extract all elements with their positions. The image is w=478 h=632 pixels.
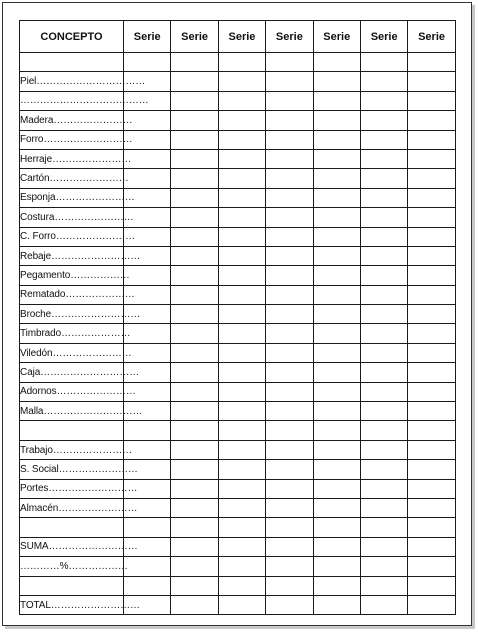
serie-cell[interactable] (266, 53, 313, 72)
serie-cell[interactable] (408, 460, 455, 479)
concept-header: CONCEPTO (20, 21, 124, 53)
table-row (20, 440, 456, 459)
serie-cell[interactable] (266, 169, 313, 188)
serie-cell[interactable] (266, 208, 313, 227)
serie-cell[interactable] (171, 91, 218, 110)
table-row (20, 421, 456, 440)
table-row (20, 402, 456, 421)
serie-cell[interactable] (408, 518, 455, 537)
concept-cell: Herraje…………………… (20, 149, 124, 168)
table-row (20, 285, 456, 304)
table-row (20, 324, 456, 343)
table-row (20, 169, 456, 188)
serie-cell[interactable] (360, 479, 407, 498)
serie-cell[interactable] (360, 227, 407, 246)
concept-cell: Adornos…………………… (20, 382, 124, 401)
concept-cell: Esponja…………………… (20, 188, 124, 207)
serie-cell[interactable] (408, 285, 455, 304)
cost-sheet (2, 2, 472, 626)
table-row (20, 111, 456, 130)
serie-cell[interactable] (313, 111, 360, 130)
serie-cell[interactable] (171, 557, 218, 576)
serie-header: Serie (313, 21, 360, 53)
serie-cell[interactable] (313, 537, 360, 556)
serie-cell[interactable] (360, 343, 407, 362)
serie-cell[interactable] (171, 130, 218, 149)
serie-cell[interactable] (360, 537, 407, 556)
serie-cell[interactable] (218, 402, 265, 421)
serie-cell[interactable] (171, 305, 218, 324)
serie-cell[interactable] (266, 130, 313, 149)
serie-cell[interactable] (360, 460, 407, 479)
serie-cell[interactable] (218, 188, 265, 207)
serie-cell[interactable] (313, 149, 360, 168)
serie-cell[interactable] (408, 91, 455, 110)
concept-cell: Broche……………………… (20, 305, 124, 324)
serie-cell[interactable] (171, 111, 218, 130)
serie-header: Serie (218, 21, 265, 53)
serie-cell[interactable] (313, 208, 360, 227)
serie-cell[interactable] (218, 130, 265, 149)
serie-cell[interactable] (218, 518, 265, 537)
serie-cell[interactable] (313, 595, 360, 614)
serie-cell[interactable] (408, 421, 455, 440)
serie-cell[interactable] (266, 91, 313, 110)
serie-cell[interactable] (408, 363, 455, 382)
serie-cell[interactable] (360, 246, 407, 265)
serie-cell[interactable] (360, 305, 407, 324)
serie-cell[interactable] (171, 595, 218, 614)
serie-cell[interactable] (313, 266, 360, 285)
serie-cell[interactable] (171, 246, 218, 265)
concept-cell: Pegamento……………… (20, 266, 124, 285)
serie-cell[interactable] (313, 91, 360, 110)
table-row (20, 537, 456, 556)
serie-cell[interactable] (360, 324, 407, 343)
concept-cell: TOTAL……………………… (20, 595, 124, 614)
serie-cell[interactable] (171, 285, 218, 304)
serie-cell[interactable] (266, 557, 313, 576)
serie-cell[interactable] (313, 72, 360, 91)
serie-cell[interactable] (218, 72, 265, 91)
serie-cell[interactable] (408, 576, 455, 595)
concept-cell: Rematado………………… (20, 285, 124, 304)
serie-header: Serie (408, 21, 455, 53)
concept-cell: ………………………………… (20, 91, 124, 110)
serie-cell[interactable] (266, 305, 313, 324)
serie-cell[interactable] (360, 421, 407, 440)
serie-cell[interactable] (408, 557, 455, 576)
serie-cell[interactable] (218, 324, 265, 343)
serie-cell[interactable] (171, 324, 218, 343)
concept-cell: Costura…………………… (20, 208, 124, 227)
serie-cell[interactable] (218, 343, 265, 362)
table-row (20, 246, 456, 265)
concept-cell (20, 518, 124, 537)
table-row (20, 343, 456, 362)
serie-cell[interactable] (218, 479, 265, 498)
serie-cell[interactable] (266, 440, 313, 459)
concept-cell (20, 576, 124, 595)
serie-cell[interactable] (171, 518, 218, 537)
serie-cell[interactable] (313, 227, 360, 246)
serie-cell[interactable] (313, 130, 360, 149)
serie-cell[interactable] (171, 537, 218, 556)
serie-cell[interactable] (360, 149, 407, 168)
serie-cell[interactable] (360, 557, 407, 576)
table-row (20, 576, 456, 595)
serie-cell[interactable] (266, 111, 313, 130)
serie-cell[interactable] (408, 402, 455, 421)
serie-cell[interactable] (266, 595, 313, 614)
table-row (20, 557, 456, 576)
serie-cell[interactable] (266, 479, 313, 498)
serie-cell[interactable] (360, 53, 407, 72)
serie-cell[interactable] (408, 479, 455, 498)
serie-cell[interactable] (408, 169, 455, 188)
serie-cell[interactable] (360, 595, 407, 614)
serie-cell[interactable] (360, 285, 407, 304)
concept-cell: Madera…………………… (20, 111, 124, 130)
concept-cell: …………%……………… (20, 557, 124, 576)
serie-cell[interactable] (408, 343, 455, 362)
serie-cell[interactable] (313, 479, 360, 498)
serie-cell[interactable] (171, 227, 218, 246)
serie-cell[interactable] (171, 266, 218, 285)
concept-cell: S. Social…………………… (20, 460, 124, 479)
serie-cell[interactable] (218, 557, 265, 576)
serie-cell[interactable] (124, 169, 171, 188)
serie-cell[interactable] (360, 498, 407, 517)
serie-cell[interactable] (218, 246, 265, 265)
serie-cell[interactable] (360, 402, 407, 421)
concept-cell: Caja………………………… (20, 363, 124, 382)
serie-cell[interactable] (266, 498, 313, 517)
header-row (20, 21, 456, 53)
table-row (20, 227, 456, 246)
table-row (20, 460, 456, 479)
serie-cell[interactable] (313, 53, 360, 72)
serie-cell[interactable] (266, 460, 313, 479)
serie-cell[interactable] (171, 208, 218, 227)
serie-cell[interactable] (266, 576, 313, 595)
serie-cell[interactable] (171, 479, 218, 498)
serie-cell[interactable] (171, 440, 218, 459)
concept-cell: Cartón…………………… (20, 169, 124, 188)
serie-cell[interactable] (360, 208, 407, 227)
serie-cell[interactable] (171, 72, 218, 91)
serie-cell[interactable] (313, 498, 360, 517)
serie-cell[interactable] (408, 440, 455, 459)
serie-cell[interactable] (218, 208, 265, 227)
serie-cell[interactable] (313, 285, 360, 304)
serie-cell[interactable] (266, 227, 313, 246)
serie-cell[interactable] (408, 305, 455, 324)
serie-cell[interactable] (218, 91, 265, 110)
serie-cell[interactable] (313, 169, 360, 188)
table-row (20, 53, 456, 72)
serie-cell[interactable] (266, 537, 313, 556)
serie-cell[interactable] (360, 382, 407, 401)
serie-cell[interactable] (218, 460, 265, 479)
table-row (20, 130, 456, 149)
serie-cell[interactable] (360, 518, 407, 537)
concept-cell: Portes……………………… (20, 479, 124, 498)
serie-cell[interactable] (408, 498, 455, 517)
serie-cell[interactable] (313, 402, 360, 421)
serie-cell[interactable] (313, 305, 360, 324)
serie-cell[interactable] (360, 188, 407, 207)
table-row (20, 498, 456, 517)
serie-cell[interactable] (218, 266, 265, 285)
serie-cell[interactable] (266, 518, 313, 537)
serie-cell[interactable] (218, 53, 265, 72)
serie-cell[interactable] (360, 363, 407, 382)
serie-cell[interactable] (360, 111, 407, 130)
serie-cell[interactable] (171, 498, 218, 517)
serie-cell[interactable] (313, 460, 360, 479)
concept-cell: Piel…………………………… (20, 72, 124, 91)
serie-cell[interactable] (218, 382, 265, 401)
serie-cell[interactable] (218, 305, 265, 324)
serie-cell[interactable] (266, 324, 313, 343)
serie-cell[interactable] (266, 266, 313, 285)
concept-cell (20, 421, 124, 440)
serie-cell[interactable] (360, 91, 407, 110)
concept-cell: SUMA……………………… (20, 537, 124, 556)
serie-cell[interactable] (313, 557, 360, 576)
serie-cell[interactable] (124, 324, 171, 343)
serie-cell[interactable] (360, 169, 407, 188)
serie-cell[interactable] (266, 72, 313, 91)
serie-cell[interactable] (124, 421, 171, 440)
serie-cell[interactable] (408, 53, 455, 72)
serie-cell[interactable] (171, 53, 218, 72)
serie-cell[interactable] (218, 576, 265, 595)
serie-cell[interactable] (313, 188, 360, 207)
serie-cell[interactable] (171, 169, 218, 188)
serie-cell[interactable] (266, 421, 313, 440)
serie-cell[interactable] (313, 246, 360, 265)
table-row (20, 208, 456, 227)
serie-cell[interactable] (171, 421, 218, 440)
table-row (20, 188, 456, 207)
serie-cell[interactable] (360, 440, 407, 459)
serie-cell[interactable] (266, 402, 313, 421)
serie-cell[interactable] (218, 363, 265, 382)
serie-cell[interactable] (266, 382, 313, 401)
serie-cell[interactable] (408, 130, 455, 149)
serie-cell[interactable] (408, 537, 455, 556)
concept-cell: Timbrado………………… (20, 324, 124, 343)
serie-cell[interactable] (171, 188, 218, 207)
serie-cell[interactable] (266, 363, 313, 382)
serie-cell[interactable] (218, 421, 265, 440)
serie-cell[interactable] (408, 227, 455, 246)
table-row (20, 305, 456, 324)
serie-cell[interactable] (218, 595, 265, 614)
concept-cell: Malla………………………… (20, 402, 124, 421)
serie-cell[interactable] (266, 246, 313, 265)
serie-cell[interactable] (313, 324, 360, 343)
table-row (20, 595, 456, 614)
serie-cell[interactable] (171, 382, 218, 401)
serie-cell[interactable] (266, 343, 313, 362)
table-row (20, 479, 456, 498)
serie-cell[interactable] (171, 149, 218, 168)
serie-cell[interactable] (218, 149, 265, 168)
table-row (20, 266, 456, 285)
concept-cell: Forro……………………… (20, 130, 124, 149)
table-row (20, 72, 456, 91)
serie-cell[interactable] (124, 557, 171, 576)
serie-cell[interactable] (313, 343, 360, 362)
serie-cell[interactable] (313, 518, 360, 537)
serie-cell[interactable] (408, 111, 455, 130)
concept-cell: Trabajo…………………… (20, 440, 124, 459)
concept-cell: Viledón…………………… (20, 343, 124, 362)
serie-header: Serie (360, 21, 407, 53)
serie-cell[interactable] (360, 72, 407, 91)
serie-cell[interactable] (124, 576, 171, 595)
serie-cell[interactable] (218, 285, 265, 304)
serie-cell[interactable] (218, 169, 265, 188)
serie-cell[interactable] (360, 576, 407, 595)
concept-cell: C. Forro…………………… (20, 227, 124, 246)
serie-header: Serie (266, 21, 313, 53)
serie-cell[interactable] (360, 266, 407, 285)
serie-cell[interactable] (360, 130, 407, 149)
table-row (20, 363, 456, 382)
serie-cell[interactable] (313, 363, 360, 382)
serie-cell[interactable] (171, 576, 218, 595)
cost-table (19, 20, 456, 615)
serie-cell[interactable] (408, 595, 455, 614)
serie-cell[interactable] (218, 227, 265, 246)
table-row (20, 149, 456, 168)
concept-cell: Almacén…………………… (20, 498, 124, 517)
serie-cell[interactable] (408, 208, 455, 227)
serie-cell[interactable] (408, 149, 455, 168)
serie-cell[interactable] (218, 498, 265, 517)
serie-cell[interactable] (266, 285, 313, 304)
serie-cell[interactable] (408, 324, 455, 343)
serie-cell[interactable] (124, 53, 171, 72)
serie-cell[interactable] (171, 363, 218, 382)
serie-cell[interactable] (408, 382, 455, 401)
concept-cell (20, 53, 124, 72)
serie-header: Serie (124, 21, 171, 53)
serie-cell[interactable] (313, 421, 360, 440)
serie-cell[interactable] (313, 440, 360, 459)
serie-cell[interactable] (124, 518, 171, 537)
table-row (20, 518, 456, 537)
serie-cell[interactable] (171, 402, 218, 421)
serie-cell[interactable] (218, 111, 265, 130)
serie-cell[interactable] (266, 188, 313, 207)
concept-cell: Rebaje……………………… (20, 246, 124, 265)
serie-header: Serie (171, 21, 218, 53)
serie-cell[interactable] (408, 266, 455, 285)
serie-cell[interactable] (171, 343, 218, 362)
serie-cell[interactable] (408, 188, 455, 207)
serie-cell[interactable] (408, 72, 455, 91)
serie-cell[interactable] (218, 440, 265, 459)
serie-cell[interactable] (171, 460, 218, 479)
serie-cell[interactable] (266, 149, 313, 168)
serie-cell[interactable] (313, 382, 360, 401)
serie-cell[interactable] (408, 246, 455, 265)
table-row (20, 91, 456, 110)
table-row (20, 382, 456, 401)
serie-cell[interactable] (313, 576, 360, 595)
serie-cell[interactable] (218, 537, 265, 556)
serie-cell[interactable] (124, 266, 171, 285)
